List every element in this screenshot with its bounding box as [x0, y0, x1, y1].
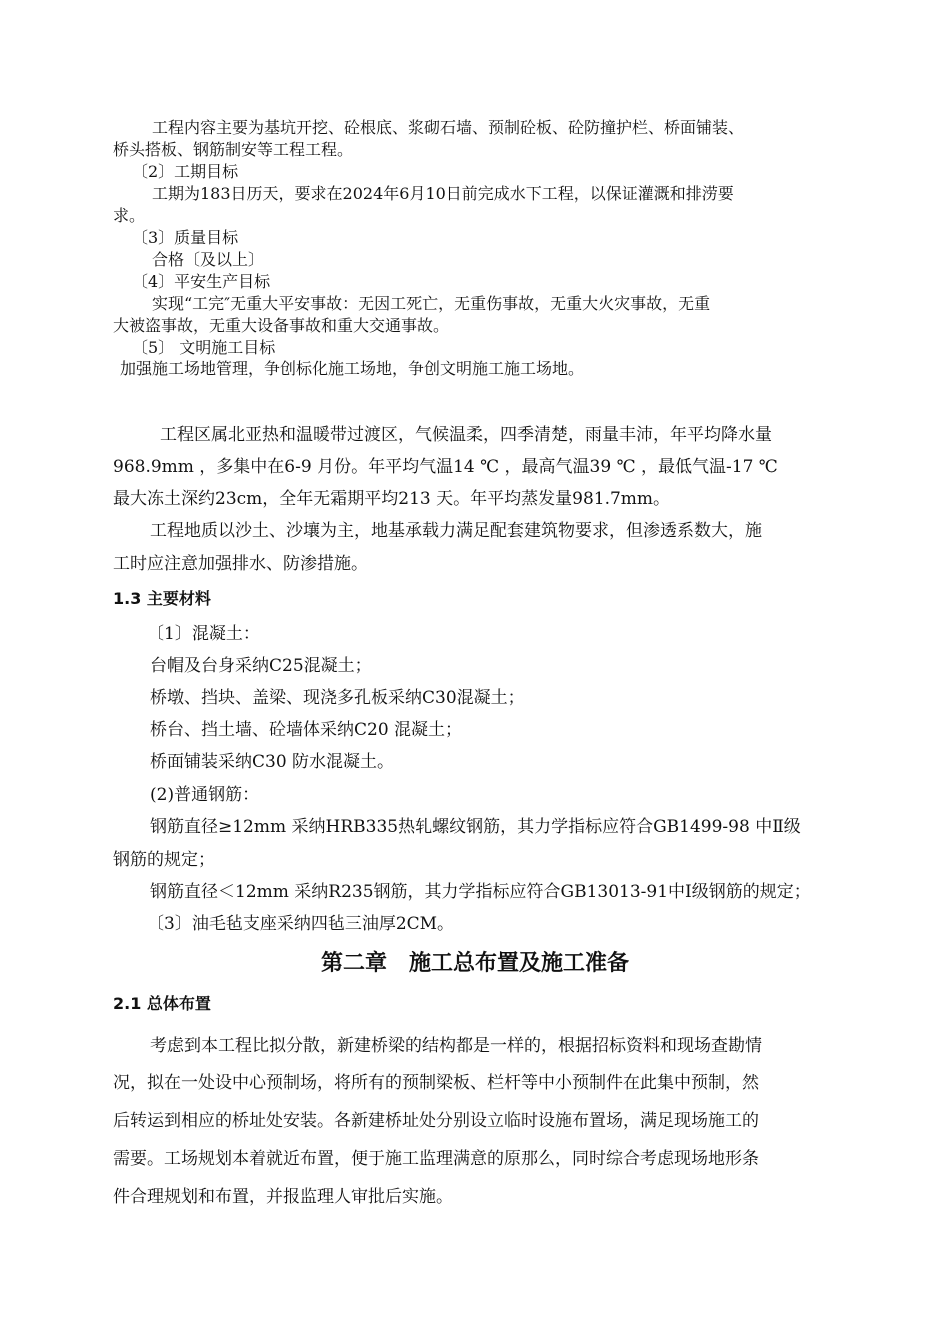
section-heading: 2.1 总体布置 [113, 994, 211, 1013]
paragraph-line: 最大冻土深约23cm，全年无霜期平均213 天。年平均蒸发量981.7mm。 [113, 489, 671, 509]
list-item: 钢筋的规定； [113, 850, 215, 870]
list-item: 台帽及台身采纳C25混凝土； [150, 656, 372, 676]
list-item: 钢筋直径＜12mm 采纳R235钢筋，其力学指标应符合GB13013-91中Ⅰ级钢筋的规定； [150, 882, 811, 902]
paragraph-line: 工期为183日历天，要求在2024年6月10日前完成水下工程，以保证灌溉和排涝要 [152, 184, 734, 203]
paragraph-line: 968.9mm ，多集中在6-9 月份。年平均气温14 ℃ ，最高气温39 ℃ ，最低气温-17 ℃ [113, 457, 778, 477]
heading-safety: 〔4〕平安生产目标 [132, 272, 271, 291]
list-item: 钢筋直径≥12mm 采纳HRB335热轧螺纹钢筋，其力学指标应符合GB1499-98 中Ⅱ级 [150, 817, 801, 837]
paragraph-line: 工程地质以沙土、沙壤为主，地基承载力满足配套建筑物要求，但渗透系数大，施 [150, 521, 762, 541]
list-item: 桥面铺装采纳C30 防水混凝土。 [150, 752, 395, 772]
list-item: 〔3〕油毛毡支座采纳四毡三油厚2CM。 [147, 914, 455, 934]
heading-civil: 〔5〕 文明施工目标 [132, 338, 276, 357]
paragraph-line: 后转运到相应的桥址处安装。各新建桥址处分别设立临时设施布置场，满足现场施工的 [113, 1111, 759, 1131]
paragraph-line: 需要。工场规划本着就近布置，便于施工监理满意的原那么，同时综合考虑现场地形条 [113, 1149, 759, 1169]
list-item: (2)普通钢筋： [150, 785, 260, 805]
paragraph-line: 加强施工场地管理，争创标化施工场地，争创文明施工施工场地。 [120, 359, 585, 378]
heading-period: 〔2〕工期目标 [132, 162, 239, 181]
paragraph-line: 件合理规划和布置，并报监理人审批后实施。 [113, 1187, 453, 1207]
paragraph-line: 大被盗事故，无重大设备事故和重大交通事故。 [113, 316, 450, 335]
paragraph-line: 求。 [113, 206, 146, 225]
paragraph-line: 工程内容主要为基坑开挖、砼根底、浆砌石墙、预制砼板、砼防撞护栏、桥面铺装、 [152, 118, 745, 137]
list-item: 〔1〕混凝土： [147, 624, 260, 644]
paragraph-line: 工时应注意加强排水、防渗措施。 [113, 554, 368, 574]
heading-quality: 〔3〕质量目标 [132, 228, 239, 247]
section-heading: 1.3 主要材料 [113, 589, 211, 608]
chapter-title: 第二章 施工总布置及施工准备 [320, 951, 629, 976]
list-item: 桥台、挡土墙、砼墙体采纳C20 混凝土； [150, 720, 463, 740]
paragraph-line: 考虑到本工程比拟分散，新建桥梁的结构都是一样的，根据招标资料和现场查勘情 [150, 1036, 762, 1056]
paragraph-line: 况，拟在一处设中心预制场，将所有的预制梁板、栏杆等中小预制件在此集中预制，然 [113, 1073, 759, 1093]
paragraph-line: 工程区属北亚热和温暖带过渡区，气候温柔，四季清楚，雨量丰沛，年平均降水量 [160, 425, 772, 445]
paragraph-line: 实现“工完″无重大平安事故：无因工死亡，无重伤事故，无重大火灾事故，无重 [152, 294, 711, 313]
paragraph-line: 合格〔及以上〕 [152, 250, 265, 269]
list-item: 桥墩、挡块、盖梁、现浇多孔板采纳C30混凝土； [150, 688, 525, 708]
paragraph-line: 桥头搭板、钢筋制安等工程工程。 [113, 140, 354, 159]
